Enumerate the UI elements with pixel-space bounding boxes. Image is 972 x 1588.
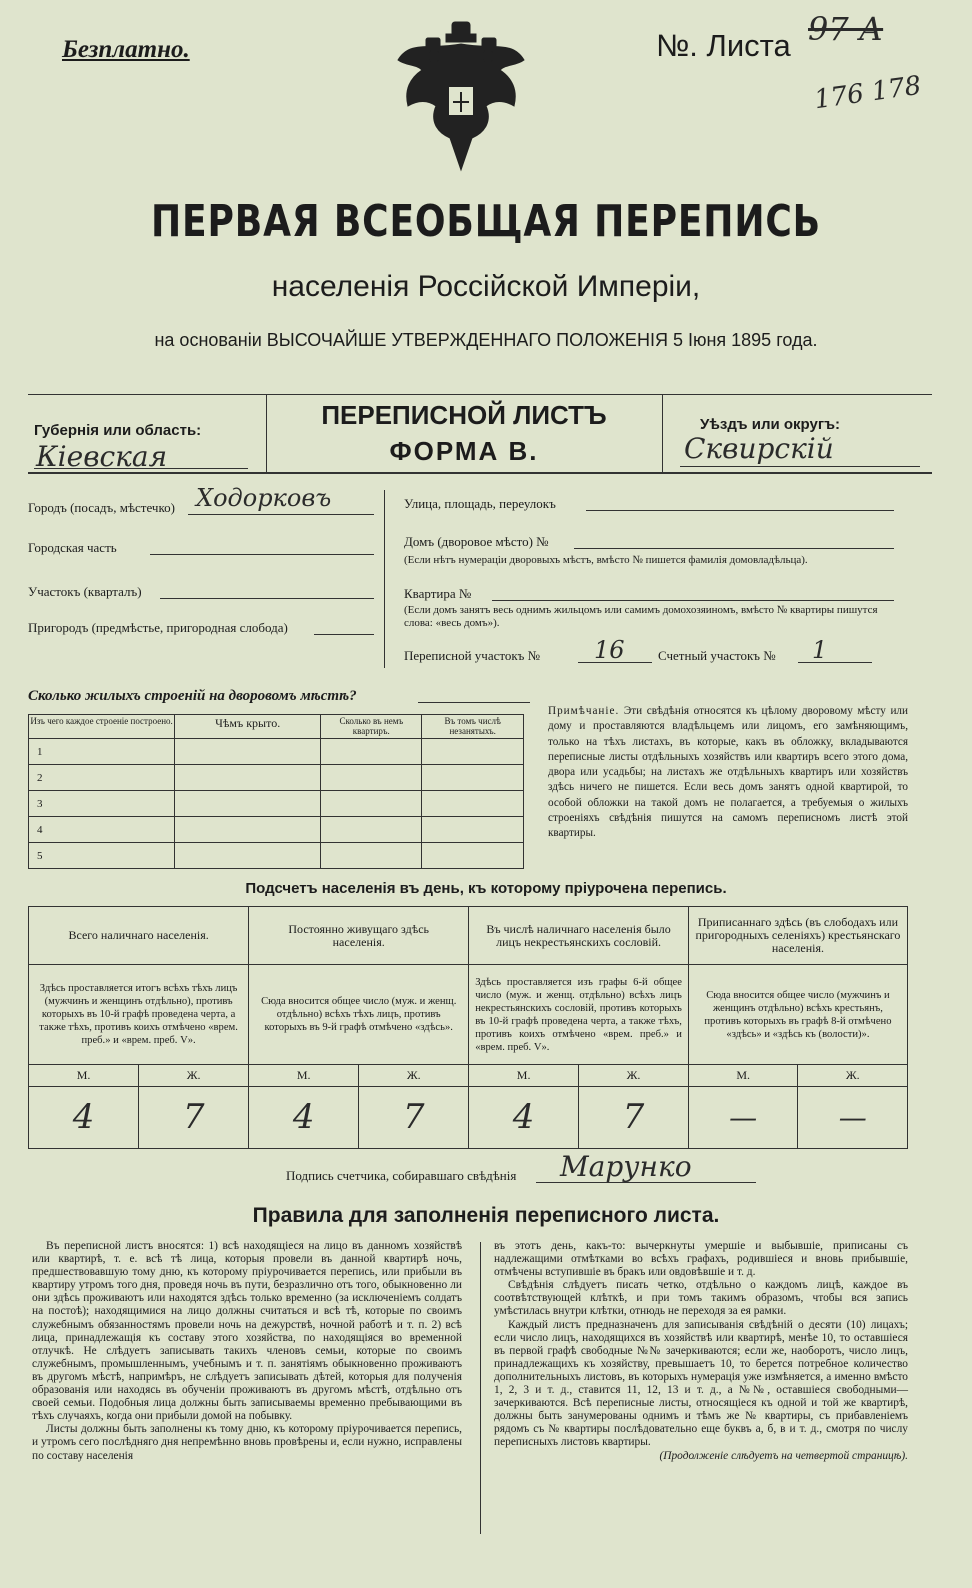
sheet-number-handwritten: 97 А xyxy=(808,10,884,48)
male-label: М. xyxy=(469,1065,579,1087)
count-district-value: 1 xyxy=(812,636,828,664)
census-subtitle: населенія Россійской Имперіи, xyxy=(271,270,701,303)
house-note: (Если нѣтъ нумераціи дворовыхъ мѣстъ, вмѣсто № пишется фамилія домовладѣльца). xyxy=(404,554,808,566)
buildings-header-vacant: Въ томъ числѣ незанятыхъ. xyxy=(422,715,524,739)
count-title: Подсчетъ населенія въ день, къ которому пріурочена перепись. xyxy=(245,880,727,897)
rules-left-column xyxy=(32,1240,462,1463)
buildings-row-number: 2 xyxy=(29,765,175,791)
uchastok-label: Участокъ (кварталъ) xyxy=(28,584,142,599)
rules-paragraph: въ этотъ день, какъ-то: вычеркнуты умершіе и выбывшіе, приписаны съ надлежащими отмѣтками во всѣхъ графахъ, родившіеся и вновь прибывшіе, отмѣчены вступившіе въ бракъ или овдовѣвшіе и т. д. xyxy=(494,1240,908,1279)
rules-paragraph: Листы должны быть заполнены къ тому дню, къ которому пріурочивается перепись, и утромъ сего послѣдняго дня непремѣнно вновь провѣрены и, если нужно, исправлены по составу населенія xyxy=(32,1423,462,1462)
city-value: Ходорковъ xyxy=(196,484,332,512)
gubernia-label: Губернія или область: xyxy=(34,422,202,439)
female-label: Ж. xyxy=(579,1065,689,1087)
male-label: М. xyxy=(29,1065,139,1087)
buildings-row-number: 1 xyxy=(29,739,175,765)
buildings-row-number: 5 xyxy=(29,843,175,869)
buildings-note xyxy=(548,704,908,842)
city-part-label: Городская часть xyxy=(28,540,117,555)
rules-title: Правила для заполненія переписного листа. xyxy=(252,1204,720,1227)
flat-label: Квартира № xyxy=(404,586,472,601)
count-female-value: 7 xyxy=(359,1087,469,1149)
count-female-value: — xyxy=(798,1087,908,1149)
rules-paragraph: Каждый листъ предназначенъ для записыванія свѣдѣній о десяти (10) лицахъ; если число лицъ, находящихся въ хозяйствѣ или квартирѣ, менѣе 10, то оставшіеся въ первой графѣ свободные №№ зачеркиваются; если же, наоборотъ, число лицъ, принадлежащихъ къ хозяйству, превышаетъ 10, то берется потребное количество дополнительныхъ листовъ, въ которыхъ нумерація уже измѣняется, а именно вмѣсто 1, 2, 3 и т. д., ставится 11, 12, 13 и т. д., а №№, оставшіеся свободными—зачеркиваются. Всѣ переписные листы, относящіеся къ одной и той же квартирѣ, должны быть занумерованы однимъ и тѣмъ же № квартиры, съ прибавленіемъ рядомъ съ № квартиры послѣдовательно еще буквъ а, б, в и т. д., смотря по числу переписныхъ листовъ квартиры. xyxy=(494,1318,908,1449)
buildings-header-roof: Чѣмъ крыто. xyxy=(175,715,321,739)
prigorod-label: Пригородъ (предмѣстье, пригородная слобода) xyxy=(28,620,288,635)
count-male-value: 4 xyxy=(469,1087,579,1149)
note-title: Примѣчаніе. xyxy=(548,705,620,717)
buildings-row-number: 4 xyxy=(29,817,175,843)
count-col-head: Постоянно живущаго здѣсь населенія. xyxy=(249,907,469,965)
rules-continued: (Продолженіе слѣдуетъ на четвертой страницѣ). xyxy=(659,1449,908,1462)
population-count-table xyxy=(28,906,908,1149)
uezd-label: Уѣздъ или округъ: xyxy=(700,416,841,433)
census-basis: на основаніи ВЫСОЧАЙШЕ УТВЕРЖДЕННАГО ПОЛОЖЕНІЯ 5 Іюня 1895 года. xyxy=(154,330,818,350)
form-letter: ФОРМА В. xyxy=(389,436,539,466)
form-name: ПЕРЕПИСНОЙ ЛИСТЪ xyxy=(321,400,607,430)
female-label: Ж. xyxy=(798,1065,908,1087)
signature-value: Марунко xyxy=(560,1150,692,1183)
count-col-desc: Сюда вносится общее число (муж. и женщ. отдѣльно) всѣхъ тѣхъ лицъ, противъ которыхъ въ 9-й графѣ отмѣчено «здѣсь». xyxy=(249,965,469,1065)
count-female-value: 7 xyxy=(139,1087,249,1149)
buildings-header-flats: Сколько въ немъ квартиръ. xyxy=(321,715,422,739)
imperial-eagle-emblem xyxy=(390,20,532,178)
count-col-desc: Здѣсь проставляется итогъ всѣхъ тѣхъ лицъ (мужчинъ и женщинъ отдѣльно), противъ которыхъ въ 10-й графѣ проведена черта, а также тѣхъ, противъ коихъ отмѣчено «врем. преб.» и «врем. преб. V». xyxy=(29,965,249,1065)
count-col-desc: Здѣсь проставляется изъ графы 6-й общее число (муж. и женщ. отдѣльно) всѣхъ лицъ некрестьянскихъ сословій, противъ которыхъ въ 10-й графѣ проведена черта, а также тѣхъ, противъ коихъ отмѣчено «врем. преб.» и «врем. преб. V». xyxy=(469,965,689,1065)
free-label: Безплатно. xyxy=(62,36,190,63)
rules-paragraph: Въ переписной листъ вносятся: 1) всѣ находящіеся на лицо въ данномъ хозяйствѣ или квартирѣ, т. е. всѣ тѣ лица, которыя провели въ данной квартирѣ ночь, предшествовавшую тому дню, къ которому пріурочивается перепись, или прибыли въ квартиру утромъ того дня, проведя ночь въ пути, безразлично отъ того, обыкновенно ли они здѣсь проживаютъ или находятся здѣсь только временно (за исключеніемъ солдатъ на постоѣ); находящимися на лицо должны считаться и всѣ тѣ, которые по своимъ служебнымъ обязанностямъ провели ночь на дежурствѣ, ночной работѣ и т. п. 2) всѣ лица, принадлежащія къ составу этого хозяйства, по находящіяся во временной отлучкѣ. Не слѣдуетъ записывать такихъ членовъ семьи, которые по своимъ служебнымъ, промышленнымъ, учебнымъ и т. п. занятіямъ обыкновенно проживаютъ въ другомъ мѣстѣ, напримѣръ, не слѣдуетъ записывать дѣтей, которыя для полученія образованія или находясь въ обученіи проживаютъ въ другомъ мѣстѣ, отдѣльно отъ своей семьи. Подобныя лица должны быть записываемы временно пребывающими въ тѣхъ случаяхъ, когда они прибыли домой на побывку. xyxy=(32,1240,462,1423)
male-label: М. xyxy=(688,1065,798,1087)
count-female-value: 7 xyxy=(579,1087,689,1149)
house-label: Домъ (дворовое мѣсто) № xyxy=(404,534,549,549)
rules-right-column xyxy=(494,1240,908,1463)
gubernia-value: Кіевская xyxy=(36,440,168,473)
count-male-value: — xyxy=(688,1087,798,1149)
count-col-head: Приписаннаго здѣсь (въ слободахъ или пригородныхъ селеніяхъ) крестьянскаго населенія. xyxy=(688,907,907,965)
count-district-label: Счетный участокъ № xyxy=(658,648,776,663)
count-male-value: 4 xyxy=(29,1087,139,1149)
signature-label: Подпись счетчика, собиравшаго свѣдѣнія xyxy=(286,1168,517,1183)
count-col-head: Всего наличнаго населенія. xyxy=(29,907,249,965)
city-label: Городъ (посадъ, мѣстечко) xyxy=(28,500,175,515)
female-label: Ж. xyxy=(359,1065,469,1087)
census-main-title: ПЕРВАЯ ВСЕОБЩАЯ ПЕРЕПИСЬ xyxy=(151,196,821,247)
female-label: Ж. xyxy=(139,1065,249,1087)
buildings-row-number: 3 xyxy=(29,791,175,817)
buildings-header-material: Изъ чего каждое строеніе построено. xyxy=(29,715,175,739)
sheet-number-archival: 176 178 xyxy=(812,70,924,116)
flat-note: (Если домъ занятъ весь однимъ жильцомъ или самимъ домохозяиномъ, вмѣсто № квартиры пишутся слова: «весь домъ»). xyxy=(404,604,878,629)
street-label: Улица, площадь, переулокъ xyxy=(404,496,556,511)
male-label: М. xyxy=(249,1065,359,1087)
count-col-head: Въ числѣ наличнаго населенія было лицъ некрестьянскихъ сословій. xyxy=(469,907,689,965)
buildings-table xyxy=(28,714,524,869)
count-male-value: 4 xyxy=(249,1087,359,1149)
sheet-number-label: №. Листа xyxy=(656,28,791,63)
count-col-desc: Сюда вносится общее число (мужчинъ и женщинъ отдѣльно) всѣхъ крестьянъ, противъ которыхъ въ графѣ 8-й отмѣчено «здѣсь» и «здѣсь къ (волости)». xyxy=(688,965,907,1065)
buildings-question: Сколько жилыхъ строеній на дворовомъ мѣстѣ? xyxy=(28,688,357,704)
census-district-label: Переписной участокъ № xyxy=(404,648,541,663)
uezd-value: Сквирскій xyxy=(684,432,834,465)
census-district-value: 16 xyxy=(594,636,625,664)
rules-paragraph: Свѣдѣнія слѣдуетъ писать четко, отдѣльно о каждомъ лицѣ, каждое въ соотвѣтствующей клѣткѣ, и при томъ такимъ образомъ, чтобы вся запись умѣстилась внутри клѣтки, отнюдь не переходя за ея рамки. xyxy=(494,1279,908,1318)
note-text: Эти свѣдѣнія относятся къ цѣлому дворовому мѣсту или дому и проставляются владѣльцемъ или лицомъ, его замѣняющимъ, только на тѣхъ листахъ, въ которые, какъ въ обложку, вкладываются переписные листы отдѣльныхъ хозяйствъ или квартиръ всего этого дома, двора или усадьбы; на листахъ же отдѣльныхъ квартиръ или хозяйствъ здѣсь ничего не пишется. Если весь домъ занятъ одной квартирой, то особой обложки на такой домъ не полагается, а требуемыя о жилыхъ строеніяхъ свѣдѣнія пишутся на самомъ переписномъ листѣ этой квартиры. xyxy=(548,705,909,840)
